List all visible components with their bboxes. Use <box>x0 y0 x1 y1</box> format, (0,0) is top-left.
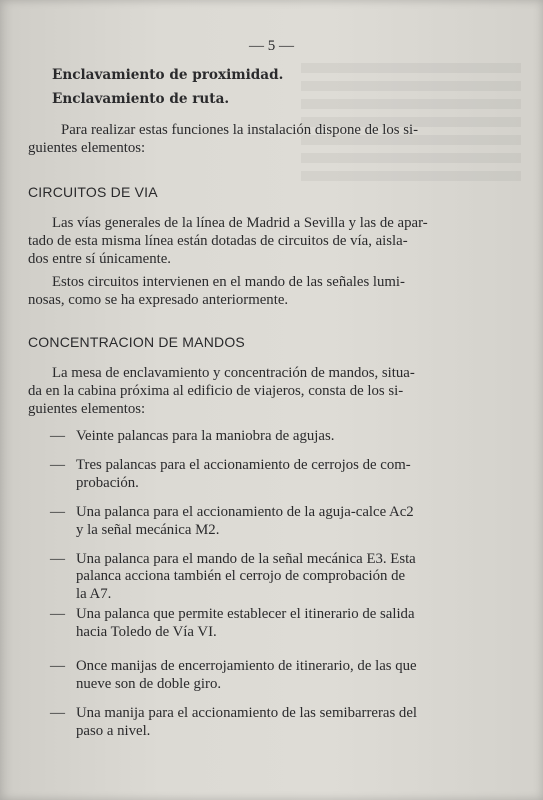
paragraph-line: guientes elementos: <box>28 401 146 417</box>
bullet-dash: — <box>50 457 65 473</box>
list-item: nueve son de doble giro. <box>76 676 222 692</box>
bullet-dash: — <box>50 551 65 567</box>
list-item: Una palanca que permite establecer el itinerario de salida <box>76 606 415 622</box>
bullet-dash: — <box>50 428 65 444</box>
page-number: — 5 — <box>249 38 294 54</box>
list-item: Tres palancas para el accionamiento de cerrojos de com- <box>76 457 411 473</box>
bold-line-ruta: Enclavamiento de ruta. <box>52 91 230 107</box>
list-item: probación. <box>76 475 139 491</box>
bullet-dash: — <box>50 658 65 674</box>
list-item: Veinte palancas para la maniobra de agujas. <box>76 428 335 444</box>
list-item: Una palanca para el mando de la señal mecánica E3. Esta <box>76 551 416 567</box>
paragraph-line: tado de esta misma línea están dotadas de circuitos de vía, aisla- <box>28 233 408 249</box>
intro-line: Para realizar estas funciones la instalación dispone de los si- <box>61 122 419 138</box>
section-heading-circuitos: CIRCUITOS DE VIA <box>28 184 158 200</box>
section-heading-concentracion: CONCENTRACION DE MANDOS <box>28 334 245 350</box>
bullet-dash: — <box>50 606 65 622</box>
list-item: palanca acciona también el cerrojo de comprobación de <box>76 568 406 584</box>
paragraph-line: dos entre sí únicamente. <box>28 251 171 267</box>
intro-line: guientes elementos: <box>28 140 146 156</box>
bullet-dash: — <box>50 504 65 520</box>
list-item: la A7. <box>76 586 112 602</box>
paragraph-line: La mesa de enclavamiento y concentración de mandos, situa- <box>52 365 415 381</box>
list-item: hacia Toledo de Vía VI. <box>76 624 217 640</box>
paragraph-line: da en la cabina próxima al edificio de viajeros, consta de los si- <box>28 383 404 399</box>
list-item: y la señal mecánica M2. <box>76 522 220 538</box>
list-item: Una palanca para el accionamiento de la aguja-calce Ac2 <box>76 504 414 520</box>
list-item: paso a nivel. <box>76 723 151 739</box>
paragraph-line: Estos circuitos intervienen en el mando de las señales lumi- <box>52 274 405 290</box>
paragraph-line: nosas, como se ha expresado anteriormente. <box>28 292 289 308</box>
paragraph-line: Las vías generales de la línea de Madrid a Sevilla y las de apar- <box>52 215 428 231</box>
list-item: Una manija para el accionamiento de las semibarreras del <box>76 705 417 721</box>
list-item: Once manijas de encerrojamiento de itinerario, de las que <box>76 658 417 674</box>
bullet-dash: — <box>50 705 65 721</box>
bold-line-proximidad: Enclavamiento de proximidad. <box>52 67 284 83</box>
